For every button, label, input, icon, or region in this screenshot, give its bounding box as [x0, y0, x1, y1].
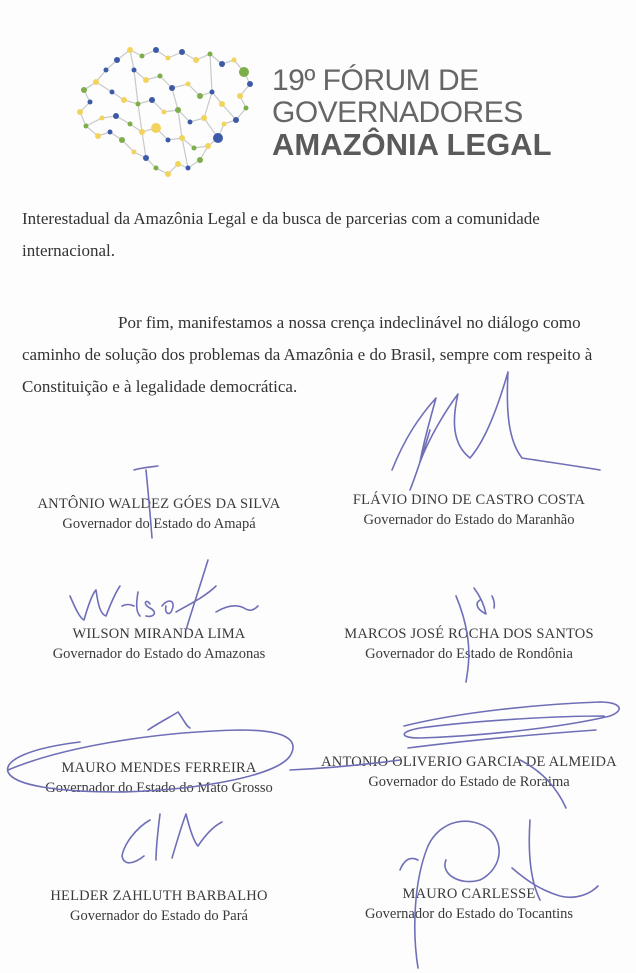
signatory-name: WILSON MIRANDA LIMA	[72, 626, 246, 642]
signatory-role: Governador do Estado do Amapá	[62, 516, 256, 532]
signature-block-amapa	[14, 494, 304, 534]
signatory-name: MARCOS JOSÉ ROCHA DOS SANTOS	[344, 626, 594, 642]
signature-wilson-lima	[70, 560, 258, 630]
forum-logo-map-icon	[72, 40, 262, 185]
signature-helder	[122, 814, 222, 863]
forum-title-line2: GOVERNADORES	[272, 96, 523, 129]
signatory-role: Governador do Estado de Rondônia	[365, 646, 573, 662]
forum-title-line3: AMAZÔNIA LEGAL	[272, 127, 552, 162]
signature-block-maranhao	[324, 490, 614, 530]
signature-block-mato-grosso	[14, 758, 304, 798]
signatory-name: ANTÔNIO WALDEZ GÓES DA SILVA	[37, 496, 281, 512]
signatory-name: HELDER ZAHLUTH BARBALHO	[50, 888, 268, 904]
signatory-role: Governador do Estado do Maranhão	[363, 512, 575, 528]
signatory-role: Governador do Estado do Mato Grosso	[45, 780, 273, 796]
signatory-role: Governador do Estado do Tocantins	[364, 906, 574, 922]
signatory-role: Governador do Estado do Pará	[70, 908, 248, 924]
signatory-name: ANTONIO OLIVERIO GARCIA DE ALMEIDA	[321, 754, 617, 770]
signatory-name: FLÁVIO DINO DE CASTRO COSTA	[352, 492, 586, 508]
signatory-role: Governador do Estado de Roraima	[368, 774, 570, 790]
signature-block-para	[14, 886, 304, 926]
signatory-name: MAURO CARLESSE	[402, 886, 536, 902]
signature-block-rondonia	[324, 624, 614, 664]
signature-block-amazonas	[14, 624, 304, 664]
body-paragraph-1: Interestadual da Amazônia Legal e da busca de parcerias com a comunidade internacional.	[22, 209, 540, 260]
body-paragraph-2: Por fim, manifestamos a nossa crença indeclinável no diálogo como caminho de solução dos problemas da Amazônia e do Brasil, sempre com respeito à Constituição e à legalidade democrática.	[22, 313, 593, 396]
signatory-role: Governador do Estado do Amazonas	[52, 646, 266, 662]
signatory-name: MAURO MENDES FERREIRA	[61, 760, 257, 776]
signature-block-tocantins	[324, 884, 614, 924]
forum-title-line1: 19º FÓRUM DE	[272, 64, 479, 97]
signature-block-roraima	[316, 752, 622, 792]
